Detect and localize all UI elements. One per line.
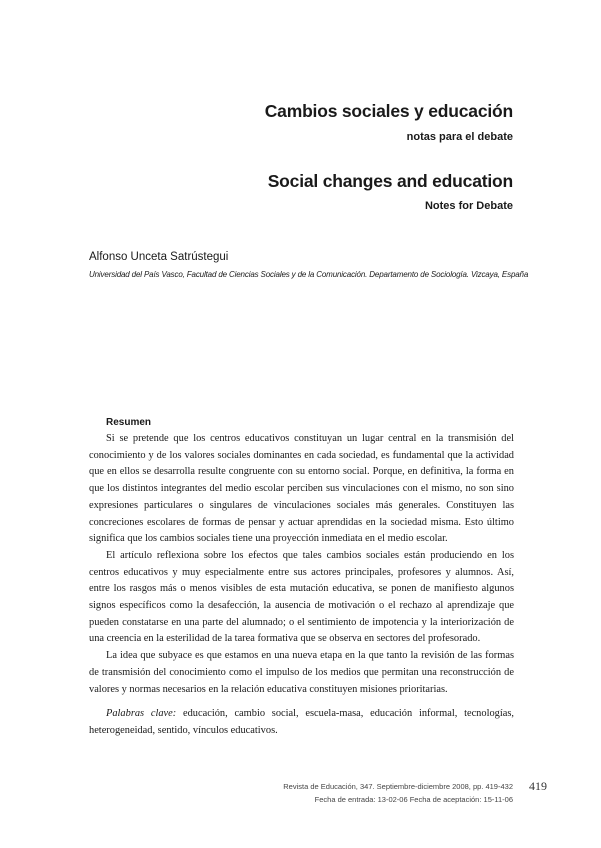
author-affiliation: Universidad del País Vasco, Facultad de Ciencias Sociales y de la Comunicación. Departamento de Sociología. Vizcaya, España — [89, 270, 529, 279]
english-title: Social changes and education — [267, 171, 513, 191]
journal-citation: Revista de Educación, 347. Septiembre-diciembre 2008, pp. 419-432 — [283, 782, 513, 791]
keywords-text: educación, cambio social, escuela-masa, educación informal, tecnologías, heterogeneidad, sentido, vínculos educativos. — [89, 708, 514, 736]
keywords-paragraph — [89, 706, 514, 739]
author-name: Alfonso Unceta Satrústegui — [89, 251, 229, 263]
page-number: 419 — [529, 779, 547, 793]
english-subtitle: Notes for Debate — [424, 200, 513, 212]
page-footer — [283, 780, 513, 806]
abstract-paragraph: Si se pretende que los centros educativos constituyan un lugar central en la transmisión del conocimiento y de los valores sociales dominantes en cada sociedad, es fundamental que la actividad que en ellos se desarrolla resulte congruente con su entorno social. Porque, en definitiva, la forma en que los distintos integrantes del medio escolar perciben sus vinculaciones con el mismo, no son sino expresiones particulares o singulares de vinculaciones sociales más generales. Constituyen las concreciones escolares de formas de pensar y actuar aprendidas en la sociedad misma. Esto último significa que los cambios sociales tiene una proyección inmediata en el medio escolar. — [89, 433, 514, 545]
submission-dates: Fecha de entrada: 13-02-06 Fecha de aceptación: 15-11-06 — [314, 795, 513, 804]
abstract-heading: Resumen — [106, 417, 152, 428]
abstract-paragraph: La idea que subyace es que estamos en una nueva etapa en la que tanto la revisión de las formas de transmisión del conocimiento como el impulso de los medios que permitan una reconstrucción de valores y normas necesarios en la relación educativa constituyen misiones prioritarias. — [89, 650, 514, 695]
spanish-title: Cambios sociales y educación — [264, 101, 513, 121]
abstract-paragraph: El artículo reflexiona sobre los efectos que tales cambios sociales están produciendo en los centros educativos y muy especialmente entre sus actores principales, profesores y alumnos. Así, entre los rasgos más o menos visibles de esta mutación educativa, se ponen de manifiesto algunos signos específicos como la desafección, la ausencia de motivación o el rechazo al aprendizaje que pueden constatarse en una parte del alumnado; o el sentimiento de impotencia y la interiorización de una creencia en la esterilidad de la tarea formativa que se observa en sectores del profesorado. — [89, 549, 514, 645]
spanish-subtitle: notas para el debate — [406, 131, 513, 143]
abstract-section — [89, 415, 514, 740]
keywords-label: Palabras clave: — [106, 708, 177, 720]
